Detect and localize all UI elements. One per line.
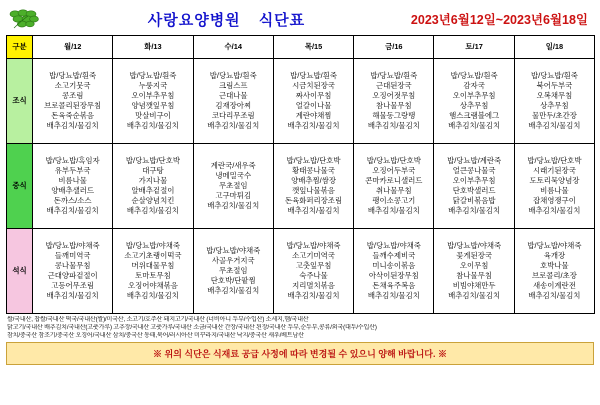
dish-line: 무초절임 (218, 266, 248, 276)
table-row-lunch (7, 144, 595, 229)
dish-line: 북어두부국 (536, 81, 573, 91)
dish-line: 오복채무침 (536, 91, 573, 101)
dish-line: 팽이소콩고기 (372, 195, 416, 205)
dish-line: 비름나물 (540, 186, 569, 195)
dish-line: 배추김치/물김치 (367, 120, 420, 130)
column-header-sun: 일/18 (514, 36, 594, 59)
dish-line: 참나물무침 (456, 271, 492, 280)
dish-line: 배추김치/물김치 (46, 290, 99, 300)
meal-label-dinner: 석식 (7, 229, 33, 314)
dish-line: 황태콩나물국 (292, 166, 335, 176)
dish-line: 밥/당뇨밥/흰죽 (209, 71, 257, 81)
origin-footnote-line-3: 참치/중국산 참조기/중국산 오징어/국내산 삼치/중국산 동태,북어/러시아산 미꾸라지/국내산 낙지/중국산 새우/베트남산 (7, 331, 304, 339)
dish-line: 밥/당뇨밥/야채죽 (286, 241, 341, 251)
dish-line: 브로콜리/초장 (531, 271, 577, 280)
dish-line: 깻잎나물볶음 (292, 186, 335, 195)
dish-line: 햄스크램블에그 (449, 110, 500, 120)
dish-line: 계란국/새우죽 (210, 161, 256, 171)
menu-table-body (7, 59, 595, 314)
dish-line: 오이부추무침 (452, 91, 496, 101)
menu-cell-dinner-tue (113, 229, 193, 314)
dish-line: 브로콜리된장무침 (44, 101, 102, 110)
dish-line: 배추김치/물김치 (448, 290, 501, 300)
corner-label: 구분 (7, 36, 33, 59)
page-title (42, 9, 411, 30)
page-header (6, 4, 594, 34)
dish-line: 오이부추무침 (452, 176, 496, 186)
meal-label-lunch: 중식 (7, 144, 33, 229)
page-title-right: 식단표 (258, 11, 306, 29)
dish-line: 닭갈비볶음밥 (452, 195, 496, 205)
dish-line: 크림스프 (218, 81, 248, 91)
table-row-breakfast (7, 59, 595, 144)
dish-line: 들깨미역국 (54, 251, 91, 261)
menu-cell-breakfast-sat (434, 59, 514, 144)
menu-cell-breakfast-mon (33, 59, 113, 144)
menu-cell-breakfast-wed (193, 59, 273, 144)
dish-line: 얼큰콩나물국 (452, 166, 496, 176)
dish-line: 오징어야채볶음 (127, 280, 178, 290)
dish-line: 배추김치/물김치 (46, 120, 99, 130)
menu-cell-lunch-sun (514, 144, 594, 229)
dish-line: 돈육화퍼리장조림 (284, 195, 343, 205)
column-header-tue: 화/13 (113, 36, 193, 59)
menu-cell-lunch-fri (354, 144, 434, 229)
dish-line: 밥/당뇨밥/흑임자 (45, 156, 100, 166)
column-header-fri: 금/16 (354, 36, 434, 59)
menu-cell-breakfast-thu (273, 59, 353, 144)
dish-line: 무초절임 (218, 181, 248, 191)
dish-line: 배추김치/물김치 (287, 290, 340, 300)
dish-line: 밥/당뇨밥/흰죽 (129, 71, 177, 81)
dish-line: 밥/당뇨밥/흰죽 (370, 71, 418, 81)
dish-line: 고등어무조림 (51, 280, 95, 290)
dish-line: 배추김치/물김치 (126, 120, 179, 130)
dish-line: 밥/당뇨밥/흰죽 (530, 71, 578, 81)
page-title-left: 사랑요양병원 (147, 11, 241, 29)
origin-footnote-line-2: 닭고기/국내산 배추김치/국내산(고춧가루) 고추장/국내산 고춧가루/국내산 소금/국내산 간장/국내산 된장/국내산 두부,순두부,콩류/외국(대두/수입산) (7, 323, 377, 331)
dish-line: 김재장아찌 (215, 101, 252, 110)
dish-line: 순살양념치킨 (131, 195, 175, 205)
dish-line: 밥/당뇨밥/단호박 (286, 156, 341, 166)
dish-line: 배추김치/물김치 (528, 290, 581, 300)
menu-cell-lunch-tue (113, 144, 193, 229)
dish-line: 밥/당뇨밥/단호박 (366, 156, 421, 166)
dish-line: 배추김치/물김치 (287, 205, 340, 215)
dish-line: 오이부추무침 (131, 91, 175, 101)
dish-line: 밥/당뇨밥/야채죽 (45, 241, 100, 251)
origin-footnote-line-1: 쌀/국내산, 찹쌀/국내산 떡국/국내산(쌀)/미국산, 소고기/호주산 돼지고기/국내산 (너비아니 두부/수입산) 소세지,햄/국내산 (7, 316, 309, 323)
dish-line: 근대나물 (218, 91, 248, 101)
dish-line: 계란야채찜 (295, 110, 332, 120)
dish-line: 머위대물무침 (131, 261, 175, 271)
dish-line: 오이무침 (459, 261, 489, 271)
dish-line: 감자국 (463, 81, 485, 91)
dish-line: 배추김치/물김치 (207, 120, 260, 130)
dish-line: 배추김치/물김치 (126, 205, 179, 215)
dish-line: 콘마카로니샐러드 (365, 176, 423, 186)
column-header-mon: 월/12 (33, 36, 113, 59)
dish-line: 참나물무침 (375, 101, 412, 110)
table-row-dinner (7, 229, 595, 314)
leaf-icon (8, 8, 42, 30)
dish-line: 새송이계란전 (533, 280, 576, 290)
dish-line: 시금치된장국 (292, 81, 335, 91)
dish-line: 육개장 (543, 251, 566, 261)
dish-line: 소고기뭇국 (54, 81, 91, 91)
dish-line: 밥/당뇨밥/흰죽 (49, 71, 97, 81)
meal-label-breakfast: 조식 (7, 59, 33, 144)
dish-line: 배추김치/물김치 (207, 200, 260, 210)
dish-line: 해물동그랑땡 (372, 110, 416, 120)
dish-line: 밥/당뇨밥/야채죽 (366, 241, 421, 251)
dish-line: 아삭이된장무침 (368, 271, 419, 280)
dish-line: 콩나물무침 (54, 261, 91, 271)
dish-line: 고구마튀김 (215, 190, 252, 200)
column-header-thu: 목/15 (273, 36, 353, 59)
dish-line: 밥/당뇨밥/야채죽 (125, 241, 180, 251)
menu-cell-lunch-wed (193, 144, 273, 229)
dish-line: 미니송이볶음 (372, 261, 416, 271)
dish-line: 양배추샐러드 (51, 186, 95, 195)
dish-line: 지리멸치볶음 (292, 280, 335, 290)
dish-line: 유부두부국 (54, 166, 91, 176)
dish-line: 상추무침 (459, 101, 489, 110)
dish-line: 들깨수제비국 (372, 251, 416, 261)
menu-cell-breakfast-fri (354, 59, 434, 144)
dish-line: 가지나물 (138, 176, 168, 186)
dish-line: 배추김치/물김치 (528, 120, 581, 130)
dish-line: 누룽지국 (138, 81, 168, 91)
dish-line: 취나물무침 (375, 186, 412, 195)
menu-cell-lunch-thu (273, 144, 353, 229)
dish-line: 알배추겉절이 (131, 186, 175, 195)
dish-line: 배추김치/물김치 (528, 205, 581, 215)
dish-line: 밥/당뇨밥/단호박 (125, 156, 180, 166)
dish-line: 코다리무조림 (211, 110, 255, 120)
dish-line: 돈까스/소스 (53, 195, 92, 205)
dish-line: 오징어젓무침 (372, 91, 416, 101)
dish-line: 배추김치/물김치 (367, 290, 420, 300)
dish-line: 배추김치/물김치 (126, 290, 179, 300)
dish-line: 고춧잎무침 (295, 261, 332, 271)
dish-line: 짜사이무침 (295, 91, 332, 101)
dish-line: 단호박샐러드 (452, 186, 496, 195)
dish-line: 돈채육주복음 (372, 280, 416, 290)
origin-footnote (6, 316, 596, 339)
dish-line: 소고기초랭이떡국 (124, 251, 182, 261)
dish-line: 근대된장국 (375, 81, 412, 91)
dish-line: 근대양파겉절이 (47, 271, 98, 280)
dish-line: 비빔야채만두 (452, 280, 496, 290)
dish-line: 맛살비구이 (135, 110, 171, 120)
dish-line: 시래기된장국 (533, 166, 576, 176)
dish-line: 꽃게된장국 (456, 251, 492, 261)
dish-line: 얼갈이나물 (295, 101, 332, 110)
dish-line: 잡채영쟁구이 (533, 195, 576, 205)
dish-line: 사골우거지국 (211, 256, 255, 266)
dish-line: 배추김치/물김치 (448, 120, 501, 130)
dish-line: 배추김치/물김치 (287, 120, 340, 130)
dish-line: 소고기미역국 (292, 251, 335, 261)
dish-line: 배추김치/물김치 (367, 205, 420, 215)
dish-line: 밥/당뇨밥/야채죽 (527, 241, 582, 251)
dish-line: 물만두/초간장 (531, 110, 577, 120)
dish-line: 밥/당뇨밥/야채죽 (447, 241, 502, 251)
dish-line: 숙주나물 (299, 271, 328, 280)
dish-line: 밥/당뇨밥/단호박 (527, 156, 582, 166)
dish-line: 오징어두부국 (372, 166, 416, 176)
menu-cell-dinner-thu (273, 229, 353, 314)
dish-line: 토마토무침 (135, 271, 171, 280)
date-range: 2023년6월12일~2023년6월18일 (410, 13, 588, 27)
menu-cell-dinner-sun (514, 229, 594, 314)
menu-cell-dinner-wed (193, 229, 273, 314)
dish-line: 양배추찜/쌈장 (291, 176, 336, 186)
dish-line: 배추김치/물김치 (46, 205, 99, 215)
dish-line: 단호박/단팥찜 (210, 275, 256, 285)
dish-line: 비름나물 (58, 176, 87, 186)
menu-cell-breakfast-tue (113, 59, 193, 144)
dish-line: 배추김치/물김치 (207, 285, 260, 295)
dish-line: 대구탕 (142, 166, 164, 176)
column-header-wed: 수/14 (193, 36, 273, 59)
menu-cell-lunch-mon (33, 144, 113, 229)
dish-line: 호박나물 (540, 261, 569, 271)
dish-line: 밥/당뇨밥/흰죽 (290, 71, 338, 81)
dish-line: 돈육죽순볶음 (51, 110, 95, 120)
dish-line: 냉메밀국수 (215, 171, 252, 181)
menu-cell-dinner-sat (434, 229, 514, 314)
menu-cell-breakfast-sun (514, 59, 594, 144)
menu-cell-dinner-fri (354, 229, 434, 314)
notice-banner: ※ 위의 식단은 식재료 공급 사정에 따라 변경될 수 있으니 양해 바랍니다. ※ (6, 342, 594, 365)
menu-cell-lunch-sat (434, 144, 514, 229)
dish-line: 상추무침 (540, 101, 569, 110)
dish-line: 밥/당뇨밥/계란죽 (447, 156, 502, 166)
table-header-row (7, 36, 595, 59)
column-header-sat: 토/17 (434, 36, 514, 59)
dish-line: 밥/당뇨밥/야채죽 (206, 246, 261, 256)
dish-line: 밥/당뇨밥/흰죽 (450, 71, 498, 81)
dish-line: 도토리묵양념장 (529, 176, 580, 186)
dish-line: 양념깻잎무침 (131, 101, 175, 110)
dish-line: 콩조림 (61, 91, 84, 101)
dish-line: 배추김치/물김치 (448, 205, 501, 215)
menu-cell-dinner-mon (33, 229, 113, 314)
menu-table (6, 35, 595, 314)
